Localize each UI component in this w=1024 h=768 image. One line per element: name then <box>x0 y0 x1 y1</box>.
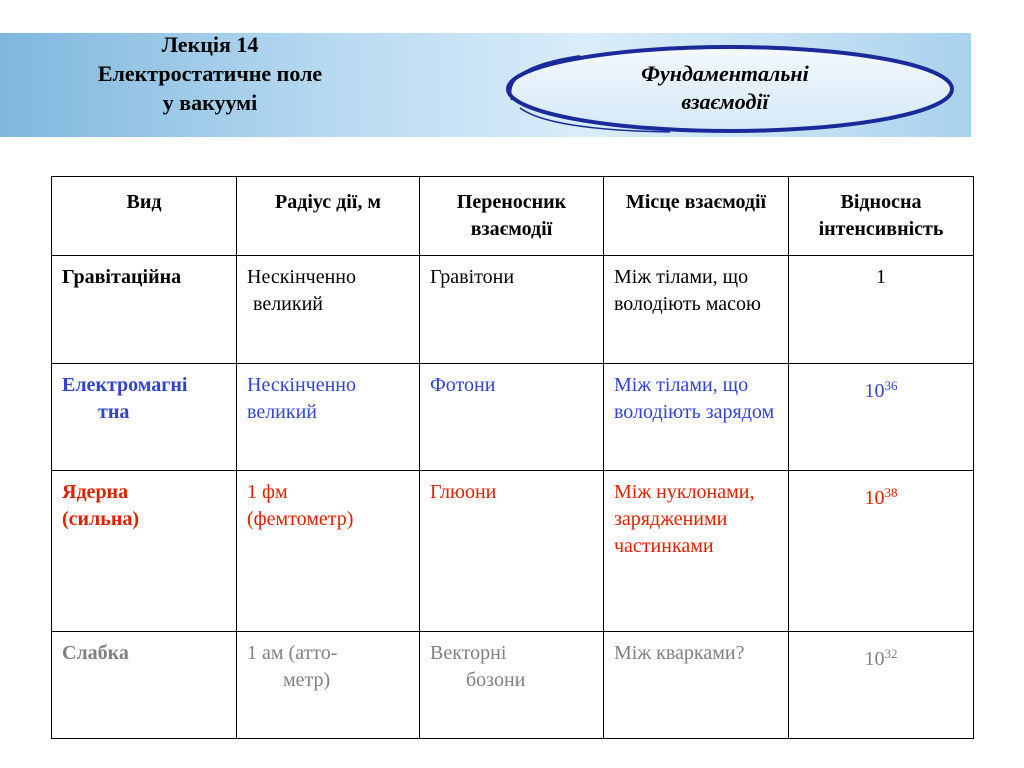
radius-cell <box>237 632 420 739</box>
carrier-cell: Фотони <box>420 364 604 471</box>
carrier-cell: Глюони <box>420 471 604 632</box>
carrier-cell <box>420 632 604 739</box>
table-row <box>52 632 974 739</box>
title-line-3: у вакуумі <box>162 90 258 115</box>
title-line-1: Лекція 14 <box>161 32 259 57</box>
carrier-line-2: бозони <box>466 669 526 691</box>
place-cell: Між нуклонами, зарядженими частинками <box>604 471 789 632</box>
kind-line-2: тна <box>98 401 130 423</box>
header-carrier: Переносник взаємодії <box>420 177 604 256</box>
kind-cell: Слабка <box>52 632 237 739</box>
header-place: Місце взаємодії <box>604 177 789 256</box>
place-cell: Між кварками? <box>604 632 789 739</box>
table-row <box>52 364 974 471</box>
lecture-title <box>40 30 380 117</box>
intensity-exponent: 38 <box>884 485 898 500</box>
kind-line-1: Ядерна <box>62 481 129 503</box>
oval-title <box>490 60 960 116</box>
intensity-exponent: 32 <box>884 646 898 661</box>
intensity-exponent: 36 <box>884 378 898 393</box>
radius-line-2: великий <box>253 293 324 315</box>
radius-line-1: Нескінченно <box>247 266 357 288</box>
intensity-base: 10 <box>864 380 885 402</box>
oval-line-2: взаємодії <box>681 89 769 114</box>
kind-line-2: (сильна) <box>62 508 140 530</box>
radius-cell <box>237 471 420 632</box>
intensity-cell <box>789 632 974 739</box>
header-intensity: Відносна інтенсивність <box>789 177 974 256</box>
kind-line-1: Електромагні <box>62 374 188 396</box>
table-row <box>52 256 974 364</box>
kind-cell <box>52 471 237 632</box>
intensity-cell <box>789 256 974 364</box>
topic-oval <box>490 38 960 138</box>
title-line-2: Електростатичне поле <box>97 61 323 86</box>
header-kind: Вид <box>52 177 237 256</box>
oval-line-1: Фундаментальні <box>641 61 809 86</box>
intensity-base: 1 <box>876 266 886 288</box>
header-radius: Радіус дії, м <box>237 177 420 256</box>
intensity-cell <box>789 471 974 632</box>
carrier-line-1: Векторні <box>430 642 507 664</box>
radius-line-1: 1 ам (атто- <box>247 642 338 664</box>
radius-line-2: метр) <box>283 669 331 691</box>
interactions-table <box>51 176 974 739</box>
place-cell: Між тілами, що володіють масою <box>604 256 789 364</box>
intensity-base: 10 <box>864 487 885 509</box>
table-header-row <box>52 177 974 256</box>
intensity-base: 10 <box>864 648 885 670</box>
radius-line-2: великий <box>247 401 318 423</box>
intensity-cell <box>789 364 974 471</box>
place-cell: Між тілами, що володіють зарядом <box>604 364 789 471</box>
kind-cell <box>52 364 237 471</box>
radius-cell <box>237 256 420 364</box>
table-row <box>52 471 974 632</box>
kind-cell: Гравітаційна <box>52 256 237 364</box>
carrier-cell: Гравітони <box>420 256 604 364</box>
radius-line-1: Нескінченно <box>247 374 357 396</box>
radius-line-1: 1 фм <box>247 481 288 503</box>
radius-cell <box>237 364 420 471</box>
radius-line-2: (фемтометр) <box>247 508 354 530</box>
